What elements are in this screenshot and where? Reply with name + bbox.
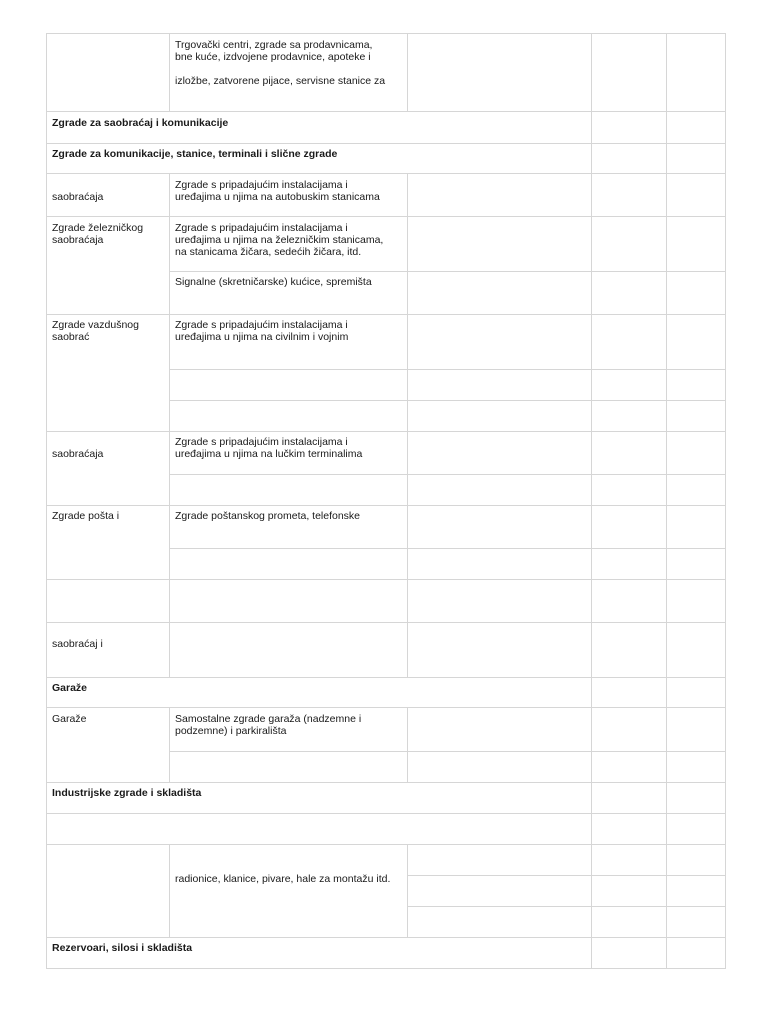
table-rule-horizontal (46, 111, 726, 112)
row-name: saobraćaj i (52, 638, 103, 650)
table-rule-horizontal (46, 33, 726, 34)
section-heading: Rezervoari, silosi i skladišta (52, 942, 193, 954)
table-rule-vertical (169, 173, 170, 678)
row-description: Zgrade poštanskog prometa, telefonske (175, 510, 361, 522)
row-description: radionice, klanice, pivare, hale za montažu itd. (175, 873, 391, 885)
table-rule-vertical (725, 33, 726, 969)
row-name: saobraćaja (52, 191, 104, 203)
row-name: Garaže (52, 713, 87, 725)
table-rule-horizontal (46, 707, 726, 708)
row-description: Zgrade s pripadajućim instalacijama i uređajima u njima na autobuskim stanicama (175, 179, 380, 203)
table-rule-horizontal (169, 751, 726, 752)
row-description: Zgrade s pripadajućim instalacijama i uređajima u njima na lučkim terminalima (175, 436, 363, 460)
row-description: Trgovački centri, zgrade sa prodavnicama, bne kuće, izdvojene prodavnice, apoteke i izložbe, zatvorene pijace, servisne stanice za (175, 39, 386, 87)
table-rule-horizontal (46, 844, 726, 845)
table-rule-vertical (169, 33, 170, 112)
table-rule-horizontal (46, 782, 726, 783)
section-heading: Zgrade za saobraćaj i komunikacije (52, 117, 229, 129)
table-rule-horizontal (46, 143, 726, 144)
table-rule-horizontal (46, 622, 726, 623)
row-name: Zgrade železničkog saobraćaja (52, 222, 144, 246)
row-description: Signalne (skretničarske) kućice, spremišta (175, 276, 372, 288)
section-heading: Industrijske zgrade i skladišta (52, 787, 202, 799)
table-rule-horizontal (46, 173, 726, 174)
section-heading: Garaže (52, 682, 88, 694)
table-rule-horizontal (46, 968, 726, 969)
table-rule-horizontal (407, 906, 726, 907)
table-rule-horizontal (46, 937, 726, 938)
table-rule-horizontal (46, 216, 726, 217)
section-heading: Zgrade za komunikacije, stanice, terminali i slične zgrade (52, 148, 338, 160)
table-rule-vertical (666, 33, 667, 969)
table-rule-vertical (407, 707, 408, 783)
row-description: Zgrade s pripadajućim instalacijama i uređajima u njima na civilnim i vojnim (175, 319, 349, 343)
table-rule-horizontal (46, 677, 726, 678)
table-rule-vertical (591, 33, 592, 969)
table-rule-horizontal (169, 369, 726, 370)
table-rule-horizontal (169, 271, 726, 272)
row-name: Zgrade vazdušnog saobrać (52, 319, 139, 343)
table-rule-horizontal (407, 875, 726, 876)
row-description: Samostalne zgrade garaža (nadzemne i podzemne) i parkirališta (175, 713, 362, 737)
table-rule-horizontal (169, 548, 726, 549)
table-rule-horizontal (46, 813, 726, 814)
table-rule-vertical (407, 844, 408, 938)
row-name: saobraćaja (52, 448, 104, 460)
table-rule-vertical (169, 707, 170, 783)
row-name: Zgrade pošta i (52, 510, 120, 522)
table-rule-horizontal (46, 579, 726, 580)
table-rule-horizontal (169, 474, 726, 475)
table-rule-vertical (46, 33, 47, 969)
table-rule-horizontal (169, 400, 726, 401)
row-description: Zgrade s pripadajućim instalacijama i uređajima u njima na železničkim stanicama, na stanicama žičara, sedećih žičara, itd. (175, 222, 384, 258)
table-rule-horizontal (46, 431, 726, 432)
table-rule-vertical (169, 844, 170, 938)
table-rule-horizontal (46, 314, 726, 315)
table-rule-vertical (407, 33, 408, 112)
table-rule-vertical (407, 173, 408, 678)
table-rule-horizontal (46, 505, 726, 506)
